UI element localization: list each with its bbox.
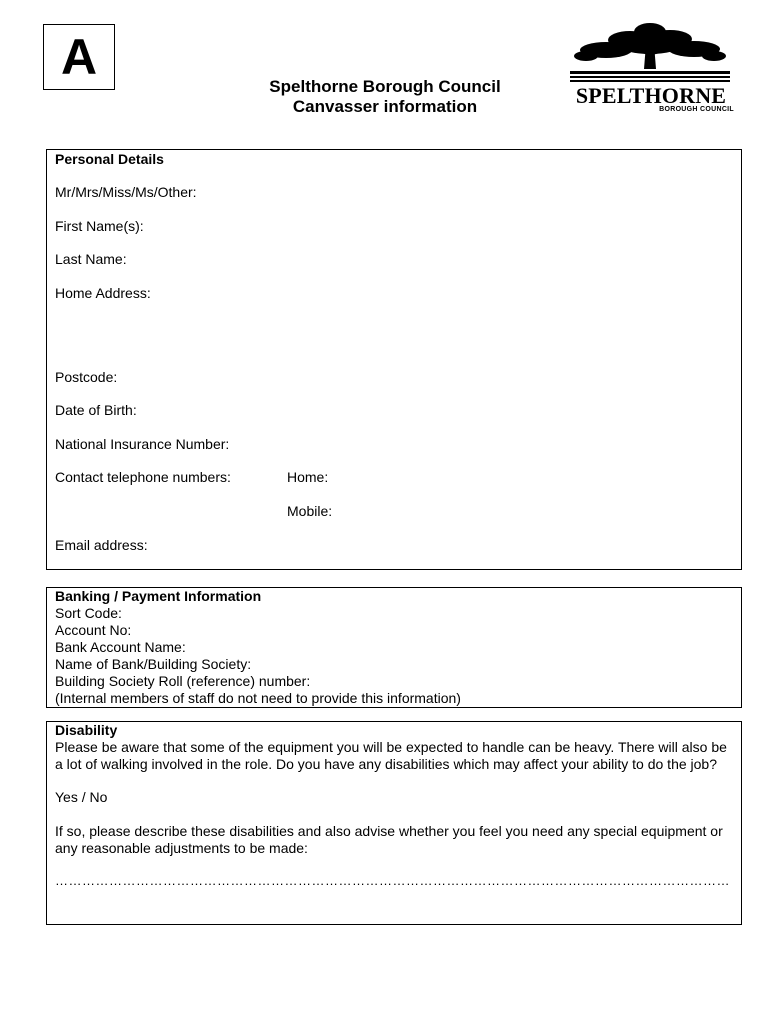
last-name-label: Last Name: xyxy=(55,251,127,267)
bank-name-label: Name of Bank/Building Society: xyxy=(55,656,252,672)
form-letter-box xyxy=(43,24,115,90)
account-no-label: Account No: xyxy=(55,622,132,638)
home-address-label: Home Address: xyxy=(55,285,151,301)
roll-number-label: Building Society Roll (reference) number: xyxy=(55,673,311,689)
mobile-phone-label: Mobile: xyxy=(287,503,333,519)
account-name-label: Bank Account Name: xyxy=(55,639,186,655)
logo-subtitle: BOROUGH COUNCIL xyxy=(659,106,734,113)
disability-heading: Disability xyxy=(55,722,118,738)
yes-no-option: Yes / No xyxy=(55,789,108,805)
banking-section xyxy=(46,587,742,708)
postcode-label: Postcode: xyxy=(55,369,118,385)
form-letter: A xyxy=(60,29,98,85)
disability-intro-text: Please be aware that some of the equipment you will be expected to handle can be heavy. There will also be a lot of walking involved in the role. Do you have any disabilities which may affect your ability to do the job? xyxy=(55,739,727,772)
title-line-1: Spelthorne Borough Council xyxy=(269,77,501,96)
title-line-2: Canvasser information xyxy=(292,97,478,116)
date-of-birth-label: Date of Birth: xyxy=(55,402,137,418)
disability-describe-text: If so, please describe these disabilities and also advise whether you feel you need any special equipment or any reasonable adjustments to be made: xyxy=(55,823,723,856)
staff-note: (Internal members of staff do not need to provide this information) xyxy=(55,690,461,706)
sort-code-label: Sort Code: xyxy=(55,605,122,621)
email-label: Email address: xyxy=(55,537,148,553)
page-title xyxy=(200,77,570,117)
banking-heading: Banking / Payment Information xyxy=(55,588,262,604)
personal-details-section xyxy=(46,149,742,570)
personal-details-heading: Personal Details xyxy=(55,151,164,167)
disability-section xyxy=(46,721,742,925)
dotted-answer-line: …………………………………………………………………………………………………………………………………… xyxy=(55,873,730,888)
home-phone-label: Home: xyxy=(287,469,329,485)
first-name-label: First Name(s): xyxy=(55,218,144,234)
title-field-label: Mr/Mrs/Miss/Ms/Other: xyxy=(55,184,197,200)
tree-logo-icon xyxy=(566,14,736,84)
council-logo xyxy=(566,14,736,118)
contact-numbers-label: Contact telephone numbers: xyxy=(55,469,231,485)
ni-number-label: National Insurance Number: xyxy=(55,436,230,452)
logo-name: SPELTHORNE xyxy=(575,83,727,108)
